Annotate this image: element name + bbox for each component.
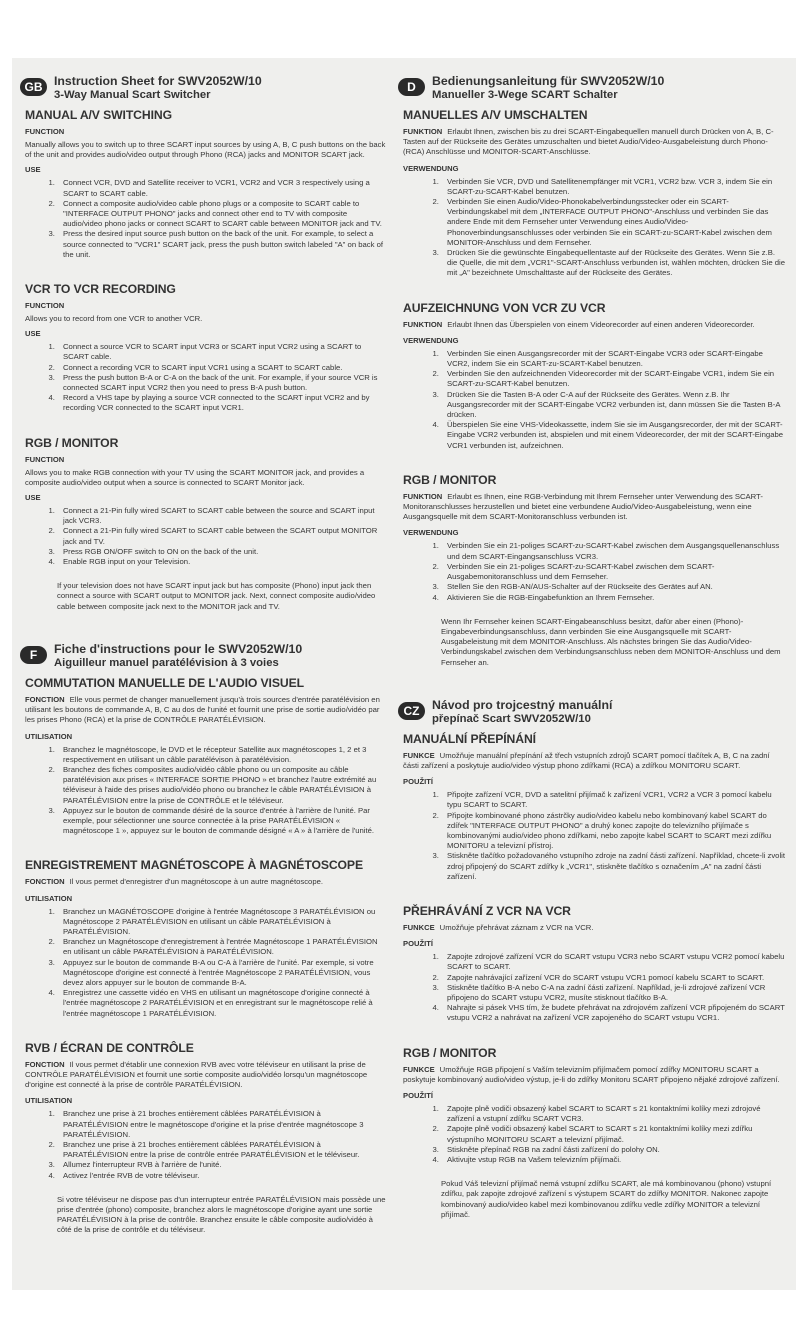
spacer — [20, 612, 388, 642]
section-aufzeichnung — [403, 301, 785, 451]
spacer — [20, 260, 388, 278]
function-paragraph — [403, 492, 785, 523]
use-label: USE — [25, 329, 41, 339]
function-label: FUNCTION — [25, 301, 65, 311]
step-item: 2. Connect a composite audio/video cable phono plugs or a composite to SCART cable to "INTERFACE OUTPUT PHONO" jacks and connect other end to TV with composite audio/video phono jacks or connect SCART to SCART cable between MONITOR jack and TV. — [57, 199, 387, 230]
section-d-rgb-monitor — [403, 473, 785, 668]
cz-title: Návod pro trojcestný manuální — [432, 697, 613, 712]
function-text: Erlaubt Ihnen, zwischen bis zu drei SCART-Eingabequellen manuell durch Drücken von A, B, C-Tasten auf der Rückseite des Gerätes umzuschalten und bietet Audio/Video-Ausgabeleistung durch Phono- (RCA) Anschlüsse und MONITOR-SCART-Anschlüsse. — [403, 127, 774, 157]
function-text: Elle vous permet de changer manuellement jusqu'à trois sources d'entrée paratélévision en utilisant les boutons de commande A, B, C au dos de l'unité et fournit une prise de sortie audio/vidéo par les prises Phono (RCA) et la prise de CONTRÔLE PARATÉLÉVISION. — [25, 694, 380, 725]
steps-list — [25, 506, 387, 567]
steps-list — [25, 745, 387, 837]
section-prehravani — [403, 904, 785, 1024]
function-paragraph — [403, 127, 785, 158]
spacer — [398, 1024, 788, 1042]
spacer — [398, 451, 788, 469]
section-rvb-ecran — [25, 1041, 387, 1236]
function-paragraph — [403, 923, 785, 933]
step-item: 4. Activez l'entrée RVB de votre téléviseur. — [57, 1171, 387, 1181]
step-item: 2. Verbinden Sie den aufzeichnenden Videorecorder mit der SCART-Eingabe VCR1, indem Sie ein SCART-zu-SCART-Kabel benutzen. — [441, 369, 785, 389]
function-text: Umožňuje manuální přepínání až třech vstupních zdrojů SCART pomocí tlačítek A, B, C na zadní části zařízení a poskytuje audio/video výstup phono zdířkami (RCA) a zdířkou MONITORU SCART. — [403, 750, 770, 770]
step-item: 1. Zapojte plně vodiči obsazený kabel SCART to SCART s 21 kontaktními kolíky mezi zdrojové zařízení a vstupní zdířku SCART VCR3. — [441, 1104, 785, 1124]
step-item: 2. Connect a recording VCR to SCART input VCR1 using a SCART to SCART cable. — [57, 363, 387, 373]
right-column — [398, 74, 788, 1220]
step-item: 3. Stellen Sie den RGB-AN/AUS-Schalter auf der Rückseite des Gerätes auf AN. — [441, 582, 785, 592]
spacer — [20, 414, 388, 432]
use-label: UTILISATION — [25, 1096, 73, 1106]
function-text: Il vous permet d'établir une connexion RVB avec votre téléviseur en utilisant la prise de CONTRÔLE PARATÉLÉVISION et fournit une sortie composite audio/vidéo lorsqu'un magnétoscope d'origine est connecté à la prise de contrôle PARATÉLÉVISION. — [25, 1059, 368, 1090]
step-item: 1. Připojte zařízení VCR, DVD a satelitní přijímač k zařízení VCR1, VCR2 a VCR 3 pomocí kabelu typu SCART to SCART. — [441, 790, 785, 810]
spacer — [20, 1019, 388, 1037]
step-item: 3. Drücken Sie die Tasten B-A oder C-A auf der Rückseite des Gerätes. Wenn z.B. Ihr Ausgangsrecorder mit der SCART-Eingabe VCR2 verbunden ist, dann müssen Sie die Tasten B-A drücken. — [441, 390, 785, 421]
step-item: 4. Überspielen Sie eine VHS-Videokassette, indem Sie sie im Ausgangsrecorder, der mit der SCART-Eingabe VCR2 verbunden ist, abspielen und mit einem Videorecorder, der mit der SCART-Eingabe VCR1 verbunden ist, aufzeichnen. — [441, 420, 785, 451]
use-label: POUŽITÍ — [403, 1090, 433, 1100]
use-label: VERWENDUNG — [403, 163, 459, 173]
step-item: 2. Verbinden Sie einen Audio/Video-Phonokabelverbindungsstecker oder ein SCART-Verbindungskabel mit dem „INTERFACE OUTPUT PHONO"-Anschluss und verbinden Sie das andere Ende mit dem Fernseher unter Verwendung eines Audio/Video-Phonoverbindungsanschlusses oder verbinden Sie ein SCART-zu-SCART-Kabel zwischen dem MONITOR-Anschluss und dem Fernseher. — [441, 197, 785, 248]
step-item: 1. Branchez un MAGNÉTOSCOPE d'origine à l'entrée Magnétoscope 3 PARATÉLÉVISION ou Magnétoscope 2 PARATÉLÉVISION en utilisant un câble PARATÉLÉVISION à PARATÉLÉVISION. — [57, 907, 387, 938]
use-label: VERWENDUNG — [403, 335, 459, 345]
gb-title: Instruction Sheet for SWV2052W/10 — [54, 74, 262, 88]
step-item: 3. Stiskněte přepínač RGB na zadní části zařízení do polohy ON. — [441, 1145, 785, 1155]
note-paragraph: Pokud Váš televizní přijímač nemá vstupní zdířku SCART, ale má kombinovanou (phono) vstupní zdířku, pak zapojte zdrojové zařízení s výstupem SCART do zdířky MONITOR. Nakonec zapojte kombinovaný audio/video kabel mezi kombinovanou zdířku vedle zdířky MONITOR a televizní přijímač. — [441, 1179, 772, 1219]
steps-list — [403, 952, 785, 1023]
step-item: 1. Branchez le magnétoscope, le DVD et le récepteur Satellite aux magnétoscopes 1, 2 et 3 respectivement en utilisant un câble paratélévison à paratélévision. — [57, 745, 387, 765]
gb-subtitle: 3-Way Manual Scart Switcher — [54, 89, 211, 101]
steps-list — [403, 177, 785, 279]
function-text: Il vous permet d'enregistrer d'un magnétoscope à un autre magnétoscope. — [69, 877, 324, 887]
use-label: POUŽITÍ — [403, 939, 433, 949]
step-item: 1. Verbinden Sie ein 21-poliges SCART-zu-SCART-Kabel zwischen dem Ausgangsquellenanschluss und dem SCART-Eingangsanschluss VCR3. — [441, 541, 785, 561]
section-enregistrement — [25, 858, 387, 1018]
d-header — [398, 74, 788, 104]
section-rgb-monitor — [25, 436, 387, 612]
section-manuelles-umschalten — [403, 108, 785, 279]
step-item: 3. Press the desired input source push button on the back of the unit. For example, to select a source connected to "VCR1" SCART jack, press the push button switch labeled "A" on back of the unit. — [57, 229, 387, 260]
cz-subtitle: přepínač Scart SWV2052W/10 — [432, 712, 591, 725]
step-item: 3. Press the push button B-A or C-A on the back of the unit. For example, if your source VCR is connected SCART input VCR2 then you need to press B-A push button. — [57, 373, 387, 393]
function-paragraph — [25, 877, 387, 887]
f-subtitle: Aiguilleur manuel paratélévision à 3 voies — [54, 656, 279, 669]
step-item: 2. Verbinden Sie ein 21-poliges SCART-zu-SCART-Kabel zwischen dem SCART-Ausgabemonitoranschluss und dem Fernseher. — [441, 562, 785, 582]
function-label: FUNCTION — [25, 454, 65, 464]
section-heading: PŘEHRÁVÁNÍ Z VCR NA VCR — [403, 903, 571, 918]
step-item: 3. Drücken Sie die gewünschte Eingabequellentaste auf der Rückseite des Gerätes. Wenn Sie z.B. die Quelle, die mit dem „VCR1"-SCART-Anschluss verbunden ist, wählen möchten, drücken Sie die mit „A" bezeichnete Umschalttaste auf der Rückseite des Gerätes. — [441, 248, 785, 279]
section-heading: RGB / MONITOR — [25, 435, 119, 450]
gb-header — [20, 74, 388, 104]
section-heading: RVB / ÉCRAN DE CONTRÔLE — [25, 1040, 194, 1055]
step-item: 1. Verbinden Sie einen Ausgangsrecorder mit der SCART-Eingabe VCR3 oder SCART-Eingabe VCR2, indem Sie ein SCART-zu-SCART-Kabel benutzen. — [441, 349, 785, 369]
note-paragraph: Wenn Ihr Fernseher keinen SCART-Eingabeanschluss besitzt, dafür aber einen (Phono)-Eingabeverbindungsanschluss, dann verbinden Sie eine Ausgangsquelle mit SCART-Ausgabeleistung mit dem MONITOR-Anschluss. Als nächstes bringen Sie das Audio/Video-Verbindungskabel zwischen dem Verbindungsanschluss neben dem MONITOR-Anschluss und dem Fernseher an. — [441, 616, 781, 667]
step-item: 2. Zapojte nahrávající zařízení VCR do SCART vstupu VCR1 pomocí kabelu SCART to SCART. — [441, 973, 785, 983]
d-language-badge: D — [398, 78, 425, 96]
function-text: Erlaubt Ihnen das Überspielen von einem Videorecorder auf einen anderen Videorecorder. — [447, 319, 755, 329]
step-item: 4. Record a VHS tape by playing a source VCR connected to the SCART input VCR2 and by recording VCR connected to the SCART input VCR1. — [57, 393, 387, 413]
step-item: 4. Aktivujte vstup RGB na Vašem televizním přijímači. — [441, 1155, 785, 1165]
step-item: 4. Enregistrez une cassette vidéo en VHS en utilisant un magnétoscope d'origine connecté à l'entrée magnétoscope 2 PARATÉLÉVISION et en enregistrant sur le magnétoscope relié à l'entrée magnétoscope 1 PARATÉLÉVISION. — [57, 988, 387, 1019]
section-heading: ENREGISTREMENT MAGNÉTOSCOPE À MAGNÉTOSCOPE — [25, 858, 363, 873]
function-text: Umožňuje přehrávat záznam z VCR na VCR. — [439, 922, 594, 932]
step-item: 1. Connect a source VCR to SCART input VCR3 or SCART input VCR2 using a SCART to SCART cable. — [57, 342, 387, 362]
function-label: FONCTION — [25, 1059, 65, 1069]
steps-list — [25, 178, 387, 260]
section-heading: COMMUTATION MANUELLE DE L'AUDIO VISUEL — [25, 675, 304, 690]
function-label: FUNCTION — [25, 127, 65, 136]
function-paragraph — [403, 320, 785, 330]
function-paragraph — [403, 751, 785, 771]
d-title: Bedienungsanleitung für SWV2052W/10 — [432, 74, 665, 88]
section-heading: RGB / MONITOR — [403, 1045, 497, 1060]
function-label: FUNKTION — [403, 127, 443, 136]
steps-list — [403, 1104, 785, 1165]
step-item: 1. Branchez une prise à 21 broches entièrement câblées PARATÉLÉVISION à PARATÉLÉVISION entre le magnétoscope d'origine et la prise d'entrée magnétoscope 3 PARATÉLÉVISION. — [57, 1109, 387, 1140]
use-label: VERWENDUNG — [403, 528, 459, 538]
function-label: FUNKTION — [403, 491, 443, 501]
use-label: UTILISATION — [25, 893, 73, 903]
section-manualni-prepinani — [403, 732, 785, 882]
steps-list — [403, 349, 785, 451]
function-label: FUNKCE — [403, 922, 435, 932]
use-label: USE — [25, 493, 41, 503]
section-commutation-manuelle — [25, 676, 387, 836]
section-heading: AUFZEICHNUNG VON VCR ZU VCR — [403, 300, 606, 315]
step-item: 3. Appuyez sur le bouton de commande désiré de la source d'entrée à l'arrière de l'unité. Par exemple, pour sélectionner une source connectée à la prise PARATÉLÉVISION « magnétoscope 1 », appuyez sur le bouton de commande désigné « A » à l'arrière de l'unité. — [57, 806, 387, 837]
f-language-badge: F — [20, 646, 47, 664]
section-heading: MANUAL A/V SWITCHING — [25, 108, 172, 122]
step-item: 1. Zapojte zdrojové zařízení VCR do SCART vstupu VCR3 nebo SCART vstupu VCR2 pomocí kabelu SCART to SCART. — [441, 952, 785, 972]
step-item: 4. Enable RGB input on your Television. — [57, 557, 387, 567]
step-item: 2. Připojte kombinované phono zástrčky audio/video kabelu nebo kombinovaný kabel SCART do zdířek "INTERFACE OUTPUT PHONO" a druhý konec zapojte do televizního přijímače s kombinovanými audio/video phono zdířkami, nebo zapojte kabel SCART to SCART mezi zdířku MONITORU a televizní přístroj. — [441, 811, 785, 852]
step-item: 1. Connect VCR, DVD and Satellite receiver to VCR1, VCR2 and VCR 3 respectively using a SCART to SCART cable. — [57, 178, 387, 198]
use-label: UTILISATION — [25, 731, 73, 741]
step-item: 2. Branchez des fiches composites audio/vidéo câble phono ou un composite au câble paratélévision aux prises « INTERFACE SORTIE PHONO » et branchez l'autre extrémité au téléviseur à l'aide des prises audio/vidéo phono ou branchez le câble PARATÉLÉVISION à PARATÉLÉVISION entre la prise de CONTRÔLE et le téléviseur. — [57, 765, 387, 806]
steps-list — [403, 541, 785, 602]
section-cz-rgb-monitor — [403, 1046, 785, 1220]
step-item: 4. Aktivieren Sie die RGB-Eingabefunktion an Ihrem Fernseher. — [441, 593, 785, 603]
steps-list — [403, 790, 785, 882]
step-item: 3. Appuyez sur le bouton de commande B-A ou C-A à l'arrière de l'unité. Par exemple, si votre Magnétoscope d'origine est connecté à l'entrée Magnétoscope 2 PARATÉLÉVISION, vous devez alors appuyer sur le bouton de commande B-A. — [57, 958, 387, 989]
step-item: 1. Verbinden Sie VCR, DVD und Satellitenempfänger mit VCR1, VCR2 bzw. VCR 3, indem Sie ein SCART-zu-SCART-Kabel benutzen. — [441, 177, 785, 197]
section-manual-av-switching — [25, 108, 387, 260]
gb-language-badge: GB — [20, 78, 47, 96]
step-item: 3. Allumez l'interrupteur RVB à l'arrière de l'unité. — [57, 1160, 387, 1170]
left-column — [20, 74, 388, 1236]
function-label: FUNKTION — [403, 319, 443, 329]
function-text: Umožňuje RGB připojení s Vaším televizním přijímačem pomocí zdířky MONITORU SCART a poskytuje kombinovaný audio/video výstup, je-li do zdířky Monitoru SCART připojeno nějaké zdrojové zařízení. — [403, 1064, 780, 1084]
step-item: 2. Branchez une prise à 21 broches entièrement câblées PARATÉLÉVISION à PARATÉLÉVISION entre la prise de contrôle entrée PARATÉLÉVISION et le téléviseur. — [57, 1140, 387, 1160]
step-item: 2. Branchez un Magnétoscope d'enregistrement à l'entrée Magnétoscope 1 PARATÉLÉVISION en utilisant un câble PARATÉLÉVISION à PARATÉLÉVISION. — [57, 937, 387, 957]
spacer — [398, 279, 788, 297]
function-text: Manually allows you to switch up to three SCART input sources by using A, B, C push buttons on the back of the unit and provides audio/video output through Phono (RCA) jacks and MONITOR SCART jack. — [25, 140, 386, 160]
function-paragraph — [25, 1060, 387, 1091]
section-heading: VCR TO VCR RECORDING — [25, 282, 176, 297]
function-label: FUNKCE — [403, 750, 435, 760]
steps-list — [25, 342, 387, 413]
function-text: Erlaubt es Ihnen, eine RGB-Verbindung mit Ihrem Fernseher unter Verwendung des SCART-Monitoranschlusses herzustellen und bietet eine verbundene Audio/Video-Ausgabeleistung, wenn eine Ausgangsquelle mit dem SCART-Monitoranschluss verbunden ist. — [403, 491, 763, 522]
spacer — [20, 836, 388, 854]
steps-list — [25, 1109, 387, 1180]
function-label: FUNKCE — [403, 1064, 435, 1074]
spacer — [398, 882, 788, 900]
note-paragraph: If your television does not have SCART input jack but has composite (Phono) input jack then connect a source with SCART output to MONITOR jack. Next, connect composite audio/video cable between composite jack next to the MONITOR jack and TV. — [57, 581, 376, 611]
steps-list — [25, 907, 387, 1019]
use-label: USE — [25, 165, 41, 175]
step-item: 4. Nahrajte si pásek VHS tím, že budete přehrávat na zdrojovém zařízení VCR připojeném do SCART vstupu VCR2 a nahrávat na zařízení VCR zapojeného do SCART vstupu VCR1. — [441, 1003, 785, 1023]
f-header — [20, 642, 388, 672]
section-heading: RGB / MONITOR — [403, 472, 497, 487]
step-item: 1. Connect a 21-Pin fully wired SCART to SCART cable between the source and SCART input jack VCR3. — [57, 506, 387, 526]
cz-header — [398, 698, 788, 728]
function-label: FONCTION — [25, 694, 65, 704]
step-item: 2. Zapojte plně vodiči obsazený kabel SCART to SCART s 21 kontaktními kolíky mezi zdířku výstupního MONITORU SCART a televizní přijímač. — [441, 1124, 785, 1144]
function-text: Allows you to record from one VCR to another VCR. — [25, 314, 203, 324]
note-paragraph: Si votre téléviseur ne dispose pas d'un interrupteur entrée PARATÉLÉVISION mais possède une prise d'entrée (phono) composite, branchez alors le magnétoscope d'origine ayant une sortie PARATÉLÉVISION à la prise de contrôle. Branchez ensuite le câble composite audio/vidéo à côté de la prise de contrôle et du téléviseur. — [57, 1194, 386, 1235]
cz-language-badge: CZ — [398, 702, 425, 720]
d-subtitle: Manueller 3-Wege SCART Schalter — [432, 89, 618, 101]
function-paragraph — [25, 695, 387, 726]
function-text: Allows you to make RGB connection with your TV using the SCART MONITOR jack, and provides a composite audio/video output when a source is connected to SCART Monitor jack. — [25, 467, 365, 487]
step-item: 3. Stiskněte tlačítko požadovaného vstupního zdroje na zadní části zařízení. Například, chcete-li zvolit zdroj připojený do SCART zdířky k „VCR1", stiskněte tlačítko s označením „A" na zadní části zařízení. — [441, 851, 785, 882]
function-label: FONCTION — [25, 877, 65, 887]
step-item: 3. Stiskněte tlačítko B-A nebo C-A na zadní části zařízení. Například, je-li zdrojové zařízení VCR připojeno do SCART vstupu VCR2, musíte stisknout tlačítko B-A. — [441, 983, 785, 1003]
section-vcr-to-vcr-recording — [25, 282, 387, 414]
f-title: Fiche d'instructions pour le SWV2052W/10 — [54, 641, 303, 656]
step-item: 3. Press RGB ON/OFF switch to ON on the back of the unit. — [57, 547, 387, 557]
section-heading: MANUÁLNÍ PŘEPÍNÁNÍ — [403, 731, 536, 746]
section-heading: MANUELLES A/V UMSCHALTEN — [403, 108, 588, 122]
use-label: POUŽITÍ — [403, 777, 433, 787]
function-paragraph — [403, 1065, 785, 1085]
spacer — [398, 668, 788, 698]
step-item: 2. Connect a 21-Pin fully wired SCART to SCART cable between the SCART output MONITOR jack and TV. — [57, 526, 387, 546]
